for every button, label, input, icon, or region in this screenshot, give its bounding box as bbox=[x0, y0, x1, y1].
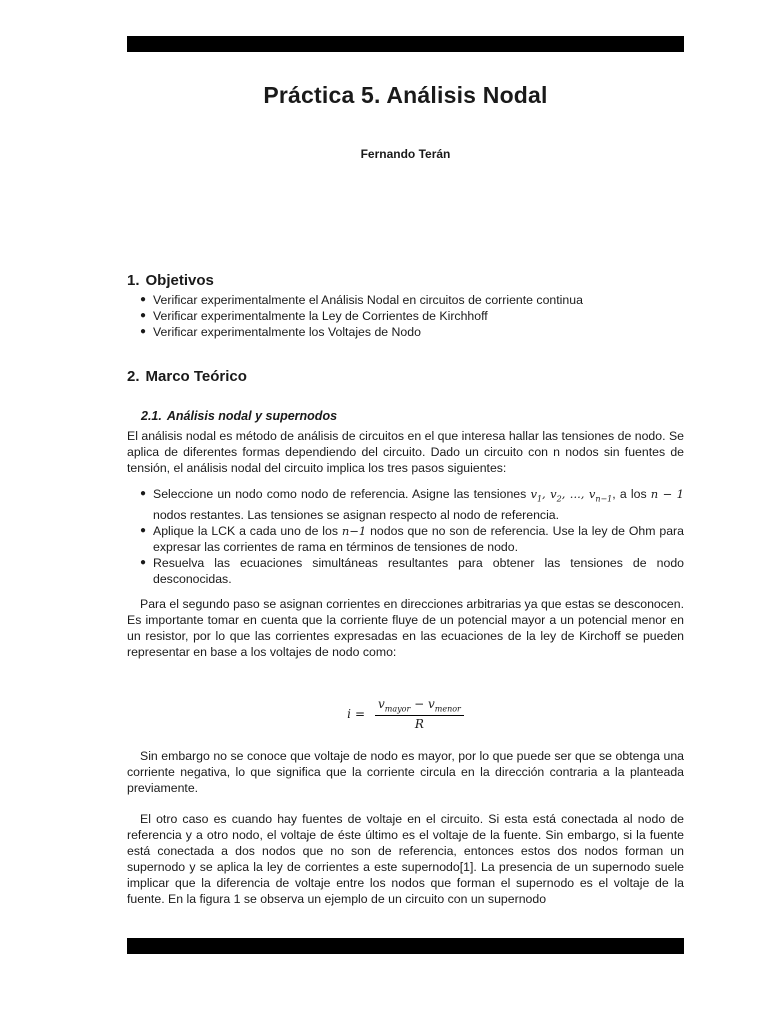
section-title: Objetivos bbox=[145, 272, 214, 289]
section-title: Marco Teórico bbox=[145, 368, 247, 385]
section-objetivos bbox=[127, 273, 684, 340]
bullet-icon: ● bbox=[140, 525, 147, 537]
list-item: ● Resuelva las ecuaciones simultáneas resultantes para obtener las tensiones de nodo desconocidas. bbox=[140, 556, 684, 587]
equation-denominator: R bbox=[414, 716, 424, 731]
objectives-list bbox=[127, 292, 684, 340]
header-rule bbox=[127, 36, 684, 52]
equation-numerator: $v_{mayor} - v_{menor}$ bbox=[375, 697, 464, 715]
subsection-title: Análisis nodal y supernodos bbox=[166, 409, 338, 423]
section-marco-teorico bbox=[127, 369, 684, 385]
subsection-heading bbox=[141, 408, 684, 424]
list-item: ● Verificar experimentalmente los Voltajes de Nodo bbox=[140, 325, 421, 339]
paragraph-current-direction: Para el segundo paso se asignan corrientes en direcciones arbitrarias ya que estas se desconocen. Es importante tomar en cuenta que la corriente fluye de un potencial mayor a un potencial menor en un resistor, por lo que las corrientes expresadas en las ecuaciones de la ley de Kirchoff se pueden representar en base a los voltajes de nodo como: bbox=[127, 597, 684, 659]
intro-paragraph: El análisis nodal es método de análisis de circuitos en el que interesa hallar las tensiones de nodo. Se aplica de diferentes formas dependiendo del circuito. Dado un circuito con n nodos sin fuentes de tensión, el análisis nodal del circuito implica los tres pasos siguientes: bbox=[127, 429, 684, 475]
bullet-icon: ● bbox=[140, 326, 147, 337]
section-heading-objetivos bbox=[127, 273, 684, 289]
math-node-voltages: $v_1$, $v_2$, ..., $v_{n-1}$ bbox=[530, 487, 613, 504]
section-number: 2. bbox=[127, 368, 140, 385]
section-heading-marco-teorico bbox=[127, 369, 684, 385]
bullet-icon: ● bbox=[140, 557, 147, 569]
list-item: ● Verificar experimentalmente la Ley de Corrientes de Kirchhoff bbox=[140, 309, 488, 323]
steps-list bbox=[127, 486, 684, 587]
math-n-minus-1: n−1 bbox=[341, 524, 367, 539]
paragraph-supernode: El otro caso es cuando hay fuentes de voltaje en el circuito. Si esta está conectada al nodo de referencia y a otro nodo, el voltaje de éste último es el voltaje de la fuente. Sin embargo, si la fuente está conectada a dos nodos que no son de referencia, entonces estos dos nodos forman un supernodo y se aplica la ley de corrientes a este supernodo[1]. La presencia de un supernodo suele implicar que la diferencia de voltaje entre los nodos que forman el supernodo es el voltaje de la fuente. En la figura 1 se observa un ejemplo de un circuito con un supernodo bbox=[127, 812, 684, 906]
list-item: ● Seleccione un nodo como nodo de referencia. Asigne las tensiones $v_1$, $v_2$, ..., $v_{n-1}$, a los n − 1 nodos restantes. Las tensiones se asignan respecto al nodo de referencia. bbox=[140, 487, 684, 523]
section-number: 1. bbox=[127, 272, 140, 289]
equation-lhs: i bbox=[347, 707, 351, 721]
bullet-icon: ● bbox=[140, 488, 147, 499]
author-name: Fernando Terán bbox=[360, 147, 451, 161]
list-item: ● Aplique la LCK a cada uno de los n−1 nodos que no son de referencia. Use la ley de Ohm para expresar las corrientes de rama en términos de tensiones de nodo. bbox=[140, 524, 684, 555]
document-title: Práctica 5. Análisis Nodal bbox=[263, 82, 548, 108]
bullet-icon: ● bbox=[140, 310, 147, 321]
equation-fraction bbox=[375, 697, 464, 730]
list-item: ● Verificar experimentalmente el Análisis Nodal en circuitos de corriente continua bbox=[140, 293, 583, 307]
paragraph-negative-current: Sin embargo no se conoce que voltaje de nodo es mayor, por lo que puede ser que se obtenga una corriente negativa, lo que significa que la corriente circula en la dirección contraria a la planteada previamente. bbox=[127, 749, 684, 795]
subsection-number: 2.1. bbox=[141, 409, 162, 423]
subsection-analisis-nodal bbox=[127, 408, 684, 587]
equation-current: i = $\frac{v_{mayor} - v_{menor}}{R}$ bbox=[127, 694, 684, 734]
footer-rule bbox=[127, 938, 684, 954]
bullet-icon: ● bbox=[140, 294, 147, 305]
math-n-minus-1: n − 1 bbox=[650, 487, 684, 501]
